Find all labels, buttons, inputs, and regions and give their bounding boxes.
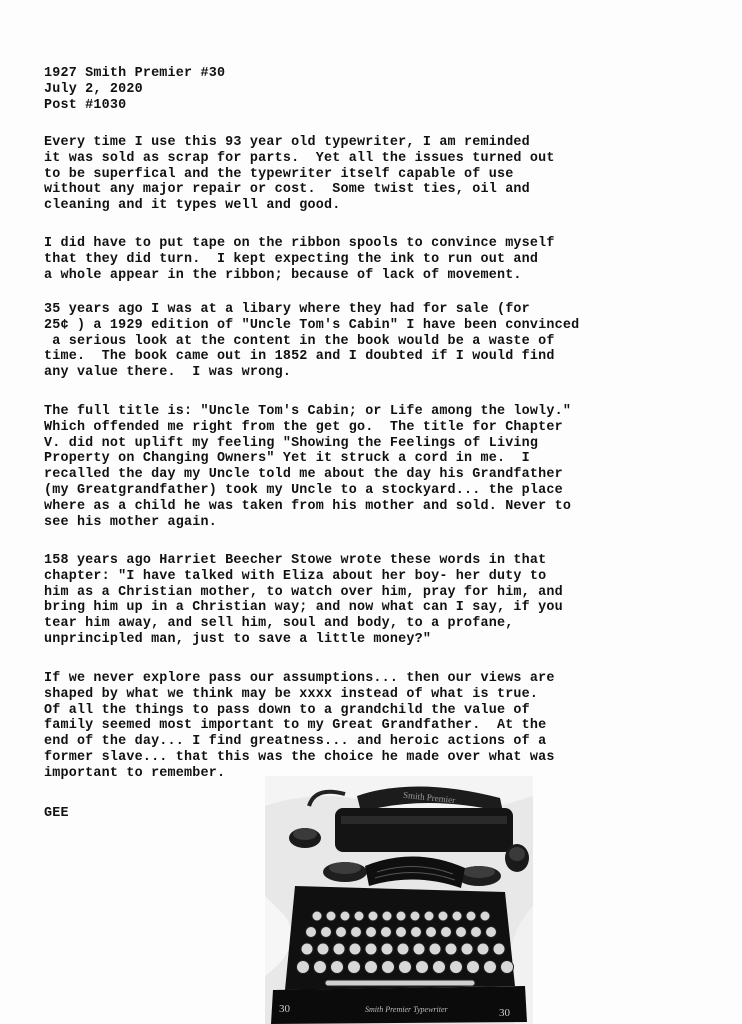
- text-line: where as a child he was taken from his mother and sold. Never to: [44, 498, 572, 514]
- text-line: him as a Christian mother, to watch over him, pray for him, and: [44, 584, 563, 600]
- text-line: former slave... that this was the choice he made over what was: [44, 749, 555, 765]
- text-line: family seemed most important to my Great Grandfather. At the: [44, 718, 547, 734]
- text-line: without any major repair or cost. Some twist ties, oil and: [44, 182, 530, 198]
- text-line: see his mother again.: [44, 514, 217, 530]
- text-line: cleaning and it types well and good.: [44, 198, 341, 214]
- text-line: Property on Changing Owners" Yet it struck a cord in me. I: [44, 451, 530, 467]
- text-line: that they did turn. I kept expecting the ink to run out and: [44, 251, 539, 267]
- text-line: it was sold as scrap for parts. Yet all the issues turned out: [44, 150, 555, 166]
- text-line: 158 years ago Harriet Beecher Stowe wrote these words in that: [44, 553, 547, 568]
- text-line: important to remember.: [44, 765, 226, 781]
- text-line: Of all the things to pass down to a grandchild the value of: [44, 702, 530, 718]
- text-line: time. The book came out in 1852 and I doubted if I would find: [44, 349, 555, 365]
- typewriter-photo: [265, 776, 533, 1024]
- paragraph-conclusion: [44, 671, 555, 782]
- text-line: (my Greatgrandfather) took my Uncle to a stockyard... the place: [44, 482, 563, 498]
- text-line: tear him away, and sell him, soul and body, to a profane,: [44, 616, 514, 632]
- text-line: If we never explore pass our assumptions... then our views are: [44, 671, 555, 686]
- paragraph-full-title: [44, 404, 571, 530]
- text-line: to be superfical and the typewriter itself capable of use: [44, 166, 514, 182]
- signature: GEE: [44, 806, 69, 821]
- text-line: shaped by what we think may be xxxx instead of what is true.: [44, 686, 539, 702]
- text-line: 35 years ago I was at a libary where they had for sale (for: [44, 302, 530, 317]
- header-date: July 2, 2020: [44, 81, 143, 97]
- header-model: 1927 Smith Premier #30: [44, 66, 226, 81]
- model-number-left: 30: [279, 1003, 290, 1015]
- text-line: a serious look at the content in the book would be a waste of: [44, 333, 555, 349]
- front-label: Smith Premier Typewriter: [365, 1005, 448, 1014]
- text-line: Every time I use this 93 year old typewriter, I am reminded: [44, 135, 530, 150]
- typewriter-illustration: [265, 776, 533, 1024]
- text-line: end of the day... I find greatness... and heroic actions of a: [44, 734, 547, 750]
- paragraph-library-book: [44, 302, 579, 381]
- text-line: The full title is: "Uncle Tom's Cabin; or Life among the lowly.": [44, 404, 572, 419]
- text-line: a whole appear in the ribbon; because of lack of movement.: [44, 267, 522, 283]
- paragraph-ribbon-spools: [44, 236, 555, 283]
- text-line: bring him up in a Christian way; and now what can I say, if you: [44, 600, 563, 616]
- paragraph-quote: [44, 553, 563, 648]
- text-line: Which offended me right from the get go. The title for Chapter: [44, 419, 563, 435]
- text-line: recalled the day my Uncle told me about the day his Grandfather: [44, 467, 563, 483]
- text-line: V. did not uplift my feeling "Showing the Feelings of Living: [44, 435, 539, 451]
- header-post-number: Post #1030: [44, 97, 127, 113]
- text-line: 25¢ ) a 1929 edition of "Uncle Tom's Cabin" I have been convinced: [44, 317, 580, 333]
- model-number-right: 30: [499, 1007, 510, 1019]
- brand-label: Smith Premier: [402, 789, 456, 806]
- text-line: any value there. I was wrong.: [44, 365, 292, 381]
- text-line: chapter: "I have talked with Eliza about her boy- her duty to: [44, 568, 547, 584]
- letter-header: [44, 66, 225, 113]
- paragraph-typewriter-condition: [44, 135, 555, 214]
- text-line: unprincipled man, just to save a little money?": [44, 631, 432, 647]
- text-line: I did have to put tape on the ribbon spools to convince myself: [44, 236, 555, 251]
